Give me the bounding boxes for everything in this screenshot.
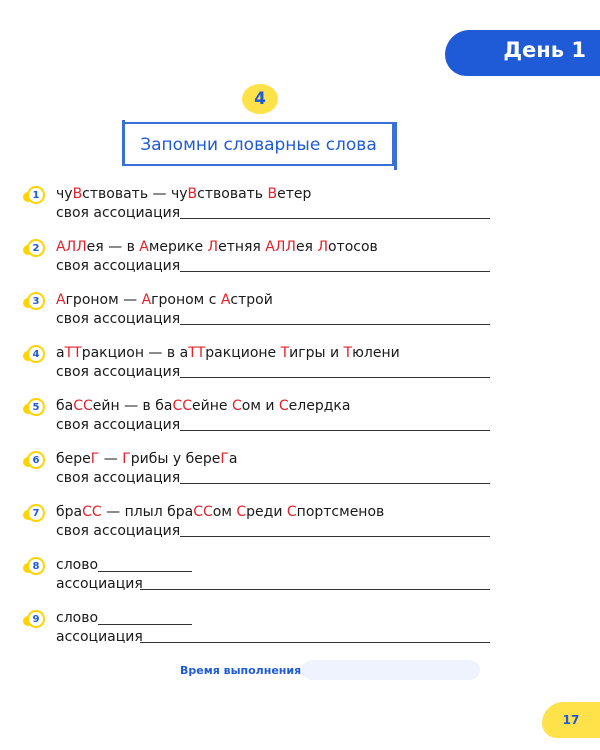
word-text: етняя	[218, 239, 266, 255]
word-text: а	[228, 451, 238, 467]
word-text: юлени	[352, 345, 400, 361]
word-line	[56, 396, 350, 416]
highlighted-letters: Г	[122, 451, 131, 467]
word-text: строй	[230, 292, 273, 308]
item-number: 3	[27, 292, 45, 310]
item-number: 8	[27, 557, 45, 575]
highlighted-letters: В	[267, 186, 278, 202]
association-label: ассоциация	[56, 629, 143, 645]
highlighted-letters: В	[187, 186, 198, 202]
list-item	[0, 502, 600, 546]
association-answer-line[interactable]	[180, 324, 490, 325]
word-text: ея	[295, 239, 318, 255]
word-text: ба	[56, 398, 74, 414]
word-text: ракционе	[205, 345, 281, 361]
list-item	[0, 237, 600, 281]
word-text: ом и	[241, 398, 279, 414]
highlighted-letters: Т	[343, 345, 353, 361]
list-item	[0, 343, 600, 387]
word-text: — плыл бра	[101, 504, 194, 520]
time-input-area[interactable]	[302, 660, 480, 680]
association-answer-line[interactable]	[180, 218, 490, 219]
word-text: елердка	[288, 398, 351, 414]
time-label: Время выполнения	[180, 664, 302, 677]
word-text: ейн — в ба	[92, 398, 173, 414]
word-text: гроном —	[65, 292, 142, 308]
association-label: своя ассоциация	[56, 311, 181, 327]
word-text: ракцион — в а	[81, 345, 189, 361]
task-number-badge	[242, 84, 278, 114]
association-answer-line[interactable]	[180, 536, 490, 537]
highlighted-letters: А	[220, 292, 231, 308]
item-number: 6	[27, 451, 45, 469]
word-text: а	[56, 345, 65, 361]
list-item	[0, 184, 600, 228]
page-title: Запомни словарные слова	[140, 135, 377, 155]
item-number: 9	[27, 610, 45, 628]
word-text: рибы у бере	[130, 451, 221, 467]
list-item	[0, 396, 600, 440]
highlighted-letters: С	[231, 398, 242, 414]
list-item	[0, 290, 600, 334]
association-label: своя ассоциация	[56, 523, 181, 539]
word-text: етер	[277, 186, 312, 202]
association-answer-line[interactable]	[180, 483, 490, 484]
word-line	[56, 449, 238, 469]
association-answer-line[interactable]	[180, 271, 490, 272]
word-answer-line[interactable]	[98, 571, 192, 572]
highlighted-letters: ТТ	[64, 345, 82, 361]
word-text: ея — в	[86, 239, 140, 255]
page-number: 17	[542, 702, 600, 738]
association-answer-line[interactable]	[180, 430, 490, 431]
highlighted-letters: АЛЛ	[56, 239, 87, 255]
highlighted-letters: СС	[172, 398, 193, 414]
word-text: чу	[56, 186, 73, 202]
item-number: 2	[27, 239, 45, 257]
word-line	[56, 502, 384, 522]
word-text: реди	[246, 504, 287, 520]
word-text: отосов	[327, 239, 378, 255]
highlighted-letters: СС	[73, 398, 93, 414]
highlighted-letters: С	[278, 398, 289, 414]
highlighted-letters: АЛЛ	[265, 239, 296, 255]
word-text: бере	[56, 451, 91, 467]
word-line	[56, 555, 98, 575]
association-label: своя ассоциация	[56, 470, 181, 486]
word-text: мерике	[148, 239, 208, 255]
title-frame	[123, 122, 394, 166]
day-label: День 1	[503, 38, 586, 62]
highlighted-letters: Г	[90, 451, 100, 467]
list-item	[0, 449, 600, 493]
word-line	[56, 290, 273, 310]
highlighted-letters: А	[139, 239, 149, 255]
highlighted-letters: Г	[220, 451, 229, 467]
word-text: игры и	[289, 345, 344, 361]
word-line	[56, 184, 311, 204]
item-number: 7	[27, 504, 45, 522]
association-label: своя ассоциация	[56, 364, 181, 380]
word-line	[56, 608, 98, 628]
word-text: слово	[56, 557, 99, 573]
association-label: ассоциация	[56, 576, 143, 592]
word-text: слово	[56, 610, 99, 626]
highlighted-letters: Л	[317, 239, 328, 255]
item-number: 1	[27, 186, 45, 204]
word-text: ствовать	[197, 186, 268, 202]
association-label: своя ассоциация	[56, 258, 181, 274]
highlighted-letters: СС	[82, 504, 102, 520]
highlighted-letters: Л	[207, 239, 219, 255]
word-text: ейне	[192, 398, 232, 414]
highlighted-letters: СС	[193, 504, 213, 520]
association-answer-line[interactable]	[140, 589, 490, 590]
list-item	[0, 608, 600, 652]
association-label: своя ассоциация	[56, 417, 181, 433]
highlighted-letters: С	[236, 504, 247, 520]
highlighted-letters: А	[56, 292, 66, 308]
highlighted-letters: С	[286, 504, 297, 520]
item-number: 5	[27, 398, 45, 416]
word-text: —	[99, 451, 123, 467]
highlighted-letters: Т	[280, 345, 290, 361]
word-text: бра	[56, 504, 83, 520]
association-label: своя ассоциация	[56, 205, 181, 221]
word-line	[56, 343, 400, 363]
list-item	[0, 555, 600, 599]
word-text: ствовать — чу	[82, 186, 188, 202]
word-text: ом	[212, 504, 237, 520]
highlighted-letters: А	[141, 292, 152, 308]
word-text: гроном с	[151, 292, 221, 308]
association-answer-line[interactable]	[180, 377, 490, 378]
word-line	[56, 237, 378, 257]
association-answer-line[interactable]	[140, 642, 490, 643]
day-tab	[445, 30, 600, 76]
highlighted-letters: ТТ	[188, 345, 206, 361]
word-answer-line[interactable]	[98, 624, 192, 625]
word-text: портсменов	[296, 504, 385, 520]
item-number: 4	[27, 345, 45, 363]
highlighted-letters: В	[72, 186, 83, 202]
task-number: 4	[254, 89, 266, 109]
